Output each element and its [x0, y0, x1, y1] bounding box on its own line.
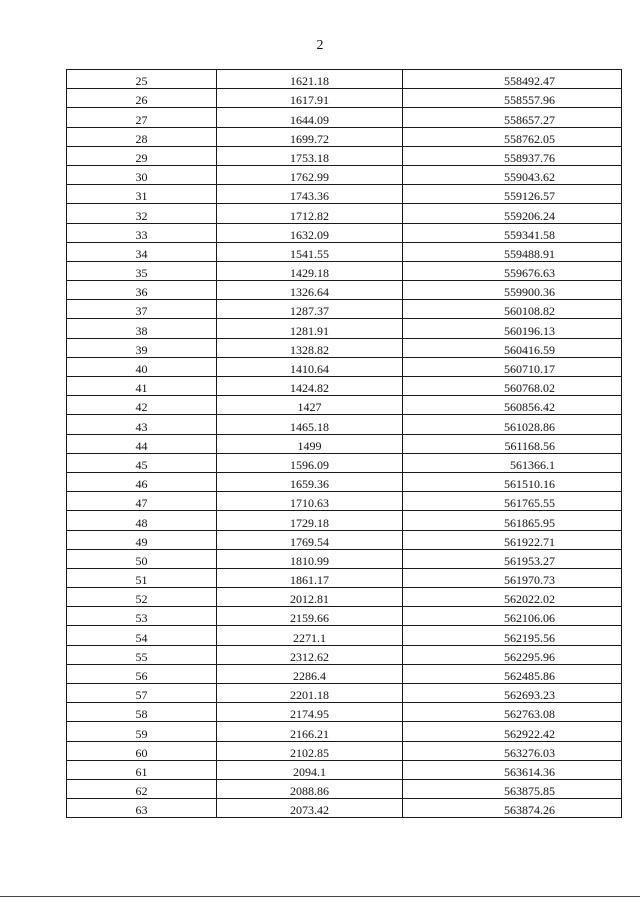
y-coordinate-cell: 561168.56 — [403, 434, 622, 453]
x-coordinate-cell: 2166.21 — [217, 722, 403, 741]
table-row — [67, 664, 622, 683]
y-coordinate-cell: 560856.42 — [403, 396, 622, 415]
x-coordinate-cell: 1596.09 — [217, 453, 403, 472]
x-coordinate-cell: 1541.55 — [217, 242, 403, 261]
point-number-cell: 45 — [67, 453, 217, 472]
point-number-cell: 53 — [67, 607, 217, 626]
y-coordinate-cell: 558657.27 — [403, 108, 622, 127]
x-coordinate-cell: 2271.1 — [217, 626, 403, 645]
x-coordinate-cell: 1743.36 — [217, 185, 403, 204]
y-coordinate-cell: 559676.63 — [403, 261, 622, 280]
x-coordinate-cell: 1427 — [217, 396, 403, 415]
x-coordinate-cell: 1659.36 — [217, 472, 403, 491]
table-row — [67, 588, 622, 607]
y-coordinate-cell: 561922.71 — [403, 530, 622, 549]
table-row — [67, 165, 622, 184]
table-row — [67, 626, 622, 645]
y-coordinate-cell: 559043.62 — [403, 165, 622, 184]
x-coordinate-cell: 1499 — [217, 434, 403, 453]
point-number-cell: 41 — [67, 377, 217, 396]
table-row — [67, 127, 622, 146]
y-coordinate-cell: 562195.56 — [403, 626, 622, 645]
x-coordinate-cell: 2174.95 — [217, 703, 403, 722]
point-number-cell: 59 — [67, 722, 217, 741]
point-number-cell: 43 — [67, 415, 217, 434]
x-coordinate-cell: 1712.82 — [217, 204, 403, 223]
table-row — [67, 741, 622, 760]
table-row — [67, 722, 622, 741]
point-number-cell: 60 — [67, 741, 217, 760]
x-coordinate-cell: 2312.62 — [217, 645, 403, 664]
y-coordinate-cell: 560768.02 — [403, 377, 622, 396]
point-number-cell: 33 — [67, 223, 217, 242]
table-row — [67, 415, 622, 434]
y-coordinate-cell: 561970.73 — [403, 568, 622, 587]
y-coordinate-cell: 561765.55 — [403, 492, 622, 511]
y-coordinate-cell: 561510.16 — [403, 472, 622, 491]
point-number-cell: 37 — [67, 300, 217, 319]
point-number-cell: 31 — [67, 185, 217, 204]
table-row — [67, 108, 622, 127]
x-coordinate-cell: 1410.64 — [217, 357, 403, 376]
table-row — [67, 511, 622, 530]
point-number-cell: 51 — [67, 568, 217, 587]
point-number-cell: 25 — [67, 70, 217, 89]
y-coordinate-cell: 562022.02 — [403, 588, 622, 607]
x-coordinate-cell: 1617.91 — [217, 89, 403, 108]
table-row — [67, 185, 622, 204]
y-coordinate-cell: 559900.36 — [403, 281, 622, 300]
table-row — [67, 607, 622, 626]
y-coordinate-cell: 558492.47 — [403, 70, 622, 89]
table-row — [67, 223, 622, 242]
table-row — [67, 319, 622, 338]
table-row — [67, 281, 622, 300]
y-coordinate-cell: 561028.86 — [403, 415, 622, 434]
y-coordinate-cell: 560196.13 — [403, 319, 622, 338]
table-row — [67, 549, 622, 568]
y-coordinate-cell: 558762.05 — [403, 127, 622, 146]
y-coordinate-cell: 563614.36 — [403, 760, 622, 779]
table-row — [67, 492, 622, 511]
y-coordinate-cell: 562295.96 — [403, 645, 622, 664]
x-coordinate-cell: 1710.63 — [217, 492, 403, 511]
table-row — [67, 377, 622, 396]
y-coordinate-cell: 560108.82 — [403, 300, 622, 319]
table-row — [67, 472, 622, 491]
table-row — [67, 760, 622, 779]
y-coordinate-cell: 562485.86 — [403, 664, 622, 683]
y-coordinate-cell: 561953.27 — [403, 549, 622, 568]
point-number-cell: 57 — [67, 684, 217, 703]
x-coordinate-cell: 2286.4 — [217, 664, 403, 683]
point-number-cell: 26 — [67, 89, 217, 108]
x-coordinate-cell: 1328.82 — [217, 338, 403, 357]
x-coordinate-cell: 1424.82 — [217, 377, 403, 396]
y-coordinate-cell: 561366.1 — [403, 453, 622, 472]
table-row — [67, 568, 622, 587]
x-coordinate-cell: 1465.18 — [217, 415, 403, 434]
point-number-cell: 47 — [67, 492, 217, 511]
y-coordinate-cell: 562106.06 — [403, 607, 622, 626]
y-coordinate-cell: 560710.17 — [403, 357, 622, 376]
x-coordinate-cell: 1632.09 — [217, 223, 403, 242]
x-coordinate-cell: 1281.91 — [217, 319, 403, 338]
bottom-scan-edge — [0, 896, 640, 897]
y-coordinate-cell: 562693.23 — [403, 684, 622, 703]
table-row — [67, 338, 622, 357]
point-number-cell: 48 — [67, 511, 217, 530]
table-row — [67, 70, 622, 89]
y-coordinate-cell: 560416.59 — [403, 338, 622, 357]
y-coordinate-cell: 563874.26 — [403, 799, 622, 818]
y-coordinate-cell: 559341.58 — [403, 223, 622, 242]
x-coordinate-cell: 1753.18 — [217, 146, 403, 165]
x-coordinate-cell: 2201.18 — [217, 684, 403, 703]
page-number: 2 — [316, 38, 324, 53]
x-coordinate-cell: 2159.66 — [217, 607, 403, 626]
point-number-cell: 27 — [67, 108, 217, 127]
table-row — [67, 434, 622, 453]
table-row — [67, 799, 622, 818]
point-number-cell: 39 — [67, 338, 217, 357]
y-coordinate-cell: 559488.91 — [403, 242, 622, 261]
point-number-cell: 36 — [67, 281, 217, 300]
table-row — [67, 703, 622, 722]
point-number-cell: 40 — [67, 357, 217, 376]
x-coordinate-cell: 2088.86 — [217, 779, 403, 798]
coordinates-table — [66, 69, 622, 818]
x-coordinate-cell: 1621.18 — [217, 70, 403, 89]
y-coordinate-cell: 563276.03 — [403, 741, 622, 760]
point-number-cell: 46 — [67, 472, 217, 491]
point-number-cell: 28 — [67, 127, 217, 146]
table-row — [67, 684, 622, 703]
table-row — [67, 300, 622, 319]
x-coordinate-cell: 1429.18 — [217, 261, 403, 280]
y-coordinate-cell: 562763.08 — [403, 703, 622, 722]
table-row — [67, 89, 622, 108]
x-coordinate-cell: 2012.81 — [217, 588, 403, 607]
point-number-cell: 30 — [67, 165, 217, 184]
table-row — [67, 357, 622, 376]
x-coordinate-cell: 2102.85 — [217, 741, 403, 760]
table-row — [67, 146, 622, 165]
y-coordinate-cell: 558557.96 — [403, 89, 622, 108]
x-coordinate-cell: 1729.18 — [217, 511, 403, 530]
y-coordinate-cell: 562922.42 — [403, 722, 622, 741]
y-coordinate-cell: 558937.76 — [403, 146, 622, 165]
y-coordinate-cell: 561865.95 — [403, 511, 622, 530]
point-number-cell: 49 — [67, 530, 217, 549]
table-row — [67, 396, 622, 415]
point-number-cell: 54 — [67, 626, 217, 645]
point-number-cell: 50 — [67, 549, 217, 568]
x-coordinate-cell: 1769.54 — [217, 530, 403, 549]
x-coordinate-cell: 1644.09 — [217, 108, 403, 127]
point-number-cell: 58 — [67, 703, 217, 722]
point-number-cell: 56 — [67, 664, 217, 683]
table-row — [67, 779, 622, 798]
x-coordinate-cell: 1326.64 — [217, 281, 403, 300]
point-number-cell: 63 — [67, 799, 217, 818]
table-row — [67, 645, 622, 664]
point-number-cell: 62 — [67, 779, 217, 798]
y-coordinate-cell: 559206.24 — [403, 204, 622, 223]
point-number-cell: 35 — [67, 261, 217, 280]
point-number-cell: 44 — [67, 434, 217, 453]
x-coordinate-cell: 1861.17 — [217, 568, 403, 587]
point-number-cell: 52 — [67, 588, 217, 607]
y-coordinate-cell: 559126.57 — [403, 185, 622, 204]
x-coordinate-cell: 1810.99 — [217, 549, 403, 568]
point-number-cell: 29 — [67, 146, 217, 165]
x-coordinate-cell: 1699.72 — [217, 127, 403, 146]
x-coordinate-cell: 1287.37 — [217, 300, 403, 319]
table-row — [67, 530, 622, 549]
point-number-cell: 38 — [67, 319, 217, 338]
point-number-cell: 61 — [67, 760, 217, 779]
point-number-cell: 34 — [67, 242, 217, 261]
table-row — [67, 204, 622, 223]
table-row — [67, 242, 622, 261]
table-row — [67, 261, 622, 280]
coordinates-table-body — [67, 70, 622, 818]
point-number-cell: 55 — [67, 645, 217, 664]
point-number-cell: 32 — [67, 204, 217, 223]
y-coordinate-cell: 563875.85 — [403, 779, 622, 798]
x-coordinate-cell: 1762.99 — [217, 165, 403, 184]
table-row — [67, 453, 622, 472]
x-coordinate-cell: 2094.1 — [217, 760, 403, 779]
point-number-cell: 42 — [67, 396, 217, 415]
x-coordinate-cell: 2073.42 — [217, 799, 403, 818]
